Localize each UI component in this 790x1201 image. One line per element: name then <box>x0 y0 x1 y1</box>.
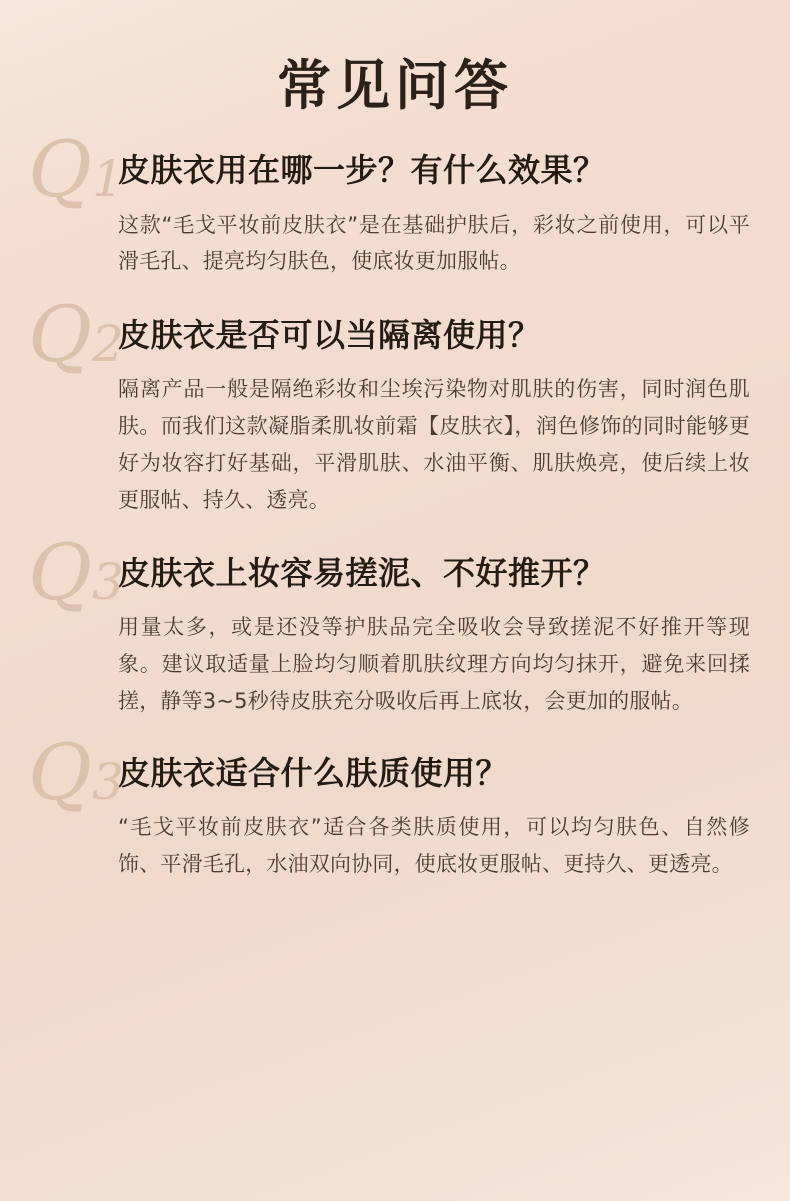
question-text: 皮肤衣上妆容易搓泥、不好推开？ <box>118 554 606 593</box>
question-marker <box>28 528 124 619</box>
faq-body <box>22 314 768 518</box>
question-marker-number: 3 <box>91 752 124 811</box>
question-marker-letter: Q <box>28 290 92 381</box>
faq-body <box>22 149 768 280</box>
question-marker-letter: Q <box>28 727 92 818</box>
answer-text: “毛戈平妆前皮肤衣”适合各类肤质使用，可以均匀肤色、自然修饰、平滑毛孔，水油双向协同，使底妆更服帖、更持久、更透亮。 <box>118 814 750 876</box>
question-marker-number: 2 <box>91 315 124 374</box>
faq-body <box>22 752 768 883</box>
question-marker-letter: Q <box>28 125 92 216</box>
question-text: 皮肤衣适合什么肤质使用？ <box>118 753 509 792</box>
question-marker <box>28 290 124 381</box>
page-title: 常见问答 <box>277 53 513 117</box>
question-marker-letter: Q <box>28 528 92 619</box>
answer-text: 这款“毛戈平妆前皮肤衣”是在基础护肤后，彩妆之前使用，可以平滑毛孔、提亮均匀肤色，使底妆更加服帖。 <box>118 212 750 274</box>
question-marker-number: 1 <box>91 150 124 209</box>
question-marker <box>28 727 124 818</box>
faq-item <box>22 290 768 518</box>
faq-item <box>22 528 768 719</box>
faq-item <box>22 125 768 280</box>
faq-list <box>0 125 790 882</box>
faq-item <box>22 727 768 883</box>
question-marker-number: 3 <box>91 553 124 612</box>
faq-body <box>22 552 768 719</box>
answer-text: 隔离产品一般是隔绝彩妆和尘埃污染物对肌肤的伤害，同时润色肌肤。而我们这款凝脂柔肌妆前霜【皮肤衣】，润色修饰的同时能够更好为妆容打好基础，平滑肌肤、水油平衡、肌肤焕亮，使后续上妆更服帖、持久、透亮。 <box>118 377 750 512</box>
question-marker <box>28 125 124 216</box>
question-text: 皮肤衣是否可以当隔离使用？ <box>118 316 541 355</box>
answer-text: 用量太多，或是还没等护肤品完全吸收会导致搓泥不好推开等现象。建议取适量上脸均匀顺着肌肤纹理方向均匀抹开，避免来回揉搓，静等3~5秒待皮肤充分吸收后再上底妆，会更加的服帖。 <box>118 615 750 713</box>
question-text: 皮肤衣用在哪一步？有什么效果？ <box>118 151 606 190</box>
